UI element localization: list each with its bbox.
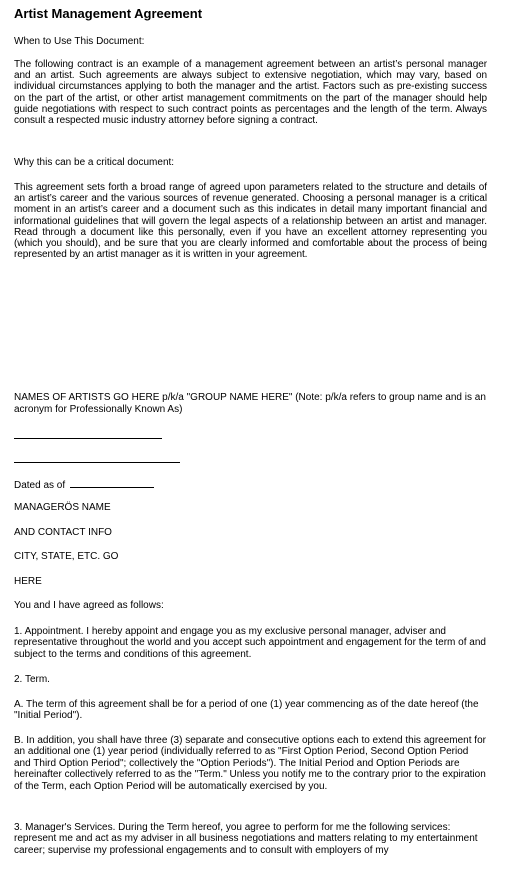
- document-title: Artist Management Agreement: [14, 6, 203, 21]
- signature-line-2: [14, 462, 180, 463]
- names-line: NAMES OF ARTISTS GO HERE p/k/a "GROUP NAME HERE" (Note: p/k/a refers to group name and is an acronym for Professionally Known As): [14, 392, 486, 415]
- when-heading: When to Use This Document:: [14, 36, 145, 47]
- here-line: HERE: [14, 576, 42, 587]
- why-body: This agreement sets forth a broad range of agreed upon parameters related to the structure and details of an artist’s career and the various sources of revenue generated. Choosing a personal manager is a critical moment in an artist’s career and a document such as this indicates in detail many important financial and informational guidelines that will govern the legal aspects of a relationship between an artist and manager. Read through a document like this personally, even if you have an excellent attorney representing you (which you should), and be sure that you are clearly informed and comfortable about the process of being represented by an artist manager as it is written in your agreement.: [14, 182, 487, 261]
- dated-label: Dated as of: [14, 480, 66, 491]
- dated-row: [14, 478, 154, 492]
- contact-info: AND CONTACT INFO: [14, 527, 112, 538]
- clause-1: 1. Appointment. I hereby appoint and engage you as my exclusive personal manager, adviser and representative throughout the world and you accept such appointment and engagement for the term of and subject to the terms and conditions of this agreement.: [14, 626, 486, 660]
- dated-blank: [70, 478, 154, 488]
- manager-name: MANAGERÖS NAME: [14, 502, 111, 513]
- clause-3: 3. Manager's Services. During the Term hereof, you agree to perform for me the following services: represent me and act as my adviser in all business negotiations and matters relating to my entertainment career; supervise my professional engagements and to consult with employers of my: [14, 822, 478, 856]
- clause-2b: B. In addition, you shall have three (3) separate and consecutive options each to extend this agreement for an additional one (1) year period (individually referred to as "First Option Period, Second Option Period and Third Option Period"; collectively the "Option Periods"). The Initial Period and Option Periods are hereinafter collectively referred to as the "Term." Unless you notify me to the contrary prior to the expiration of the Term, each Option Period will be automatically exercised by you.: [14, 735, 486, 792]
- agreed-line: You and I have agreed as follows:: [14, 600, 164, 611]
- why-heading: Why this can be a critical document:: [14, 157, 175, 168]
- when-body: The following contract is an example of a management agreement between an artist’s personal manager and an artist. Such agreements are always subject to extensive negotiation, which may vary, based on individual circumstances applying to both the manager and the artist. Factors such as pre-existing success on the part of the artist, or other artist management commitments on the part of the manager should help guide negotiations with respect to such contract points as percentages and the length of the term. Always consult a respected music industry attorney before signing a contract.: [14, 59, 487, 127]
- clause-2a: A. The term of this agreement shall be for a period of one (1) year commencing as of the date hereof (the "Initial Period").: [14, 699, 479, 722]
- city-state: CITY, STATE, ETC. GO: [14, 551, 119, 562]
- clause-2: 2. Term.: [14, 674, 50, 685]
- signature-line-1: [14, 438, 162, 439]
